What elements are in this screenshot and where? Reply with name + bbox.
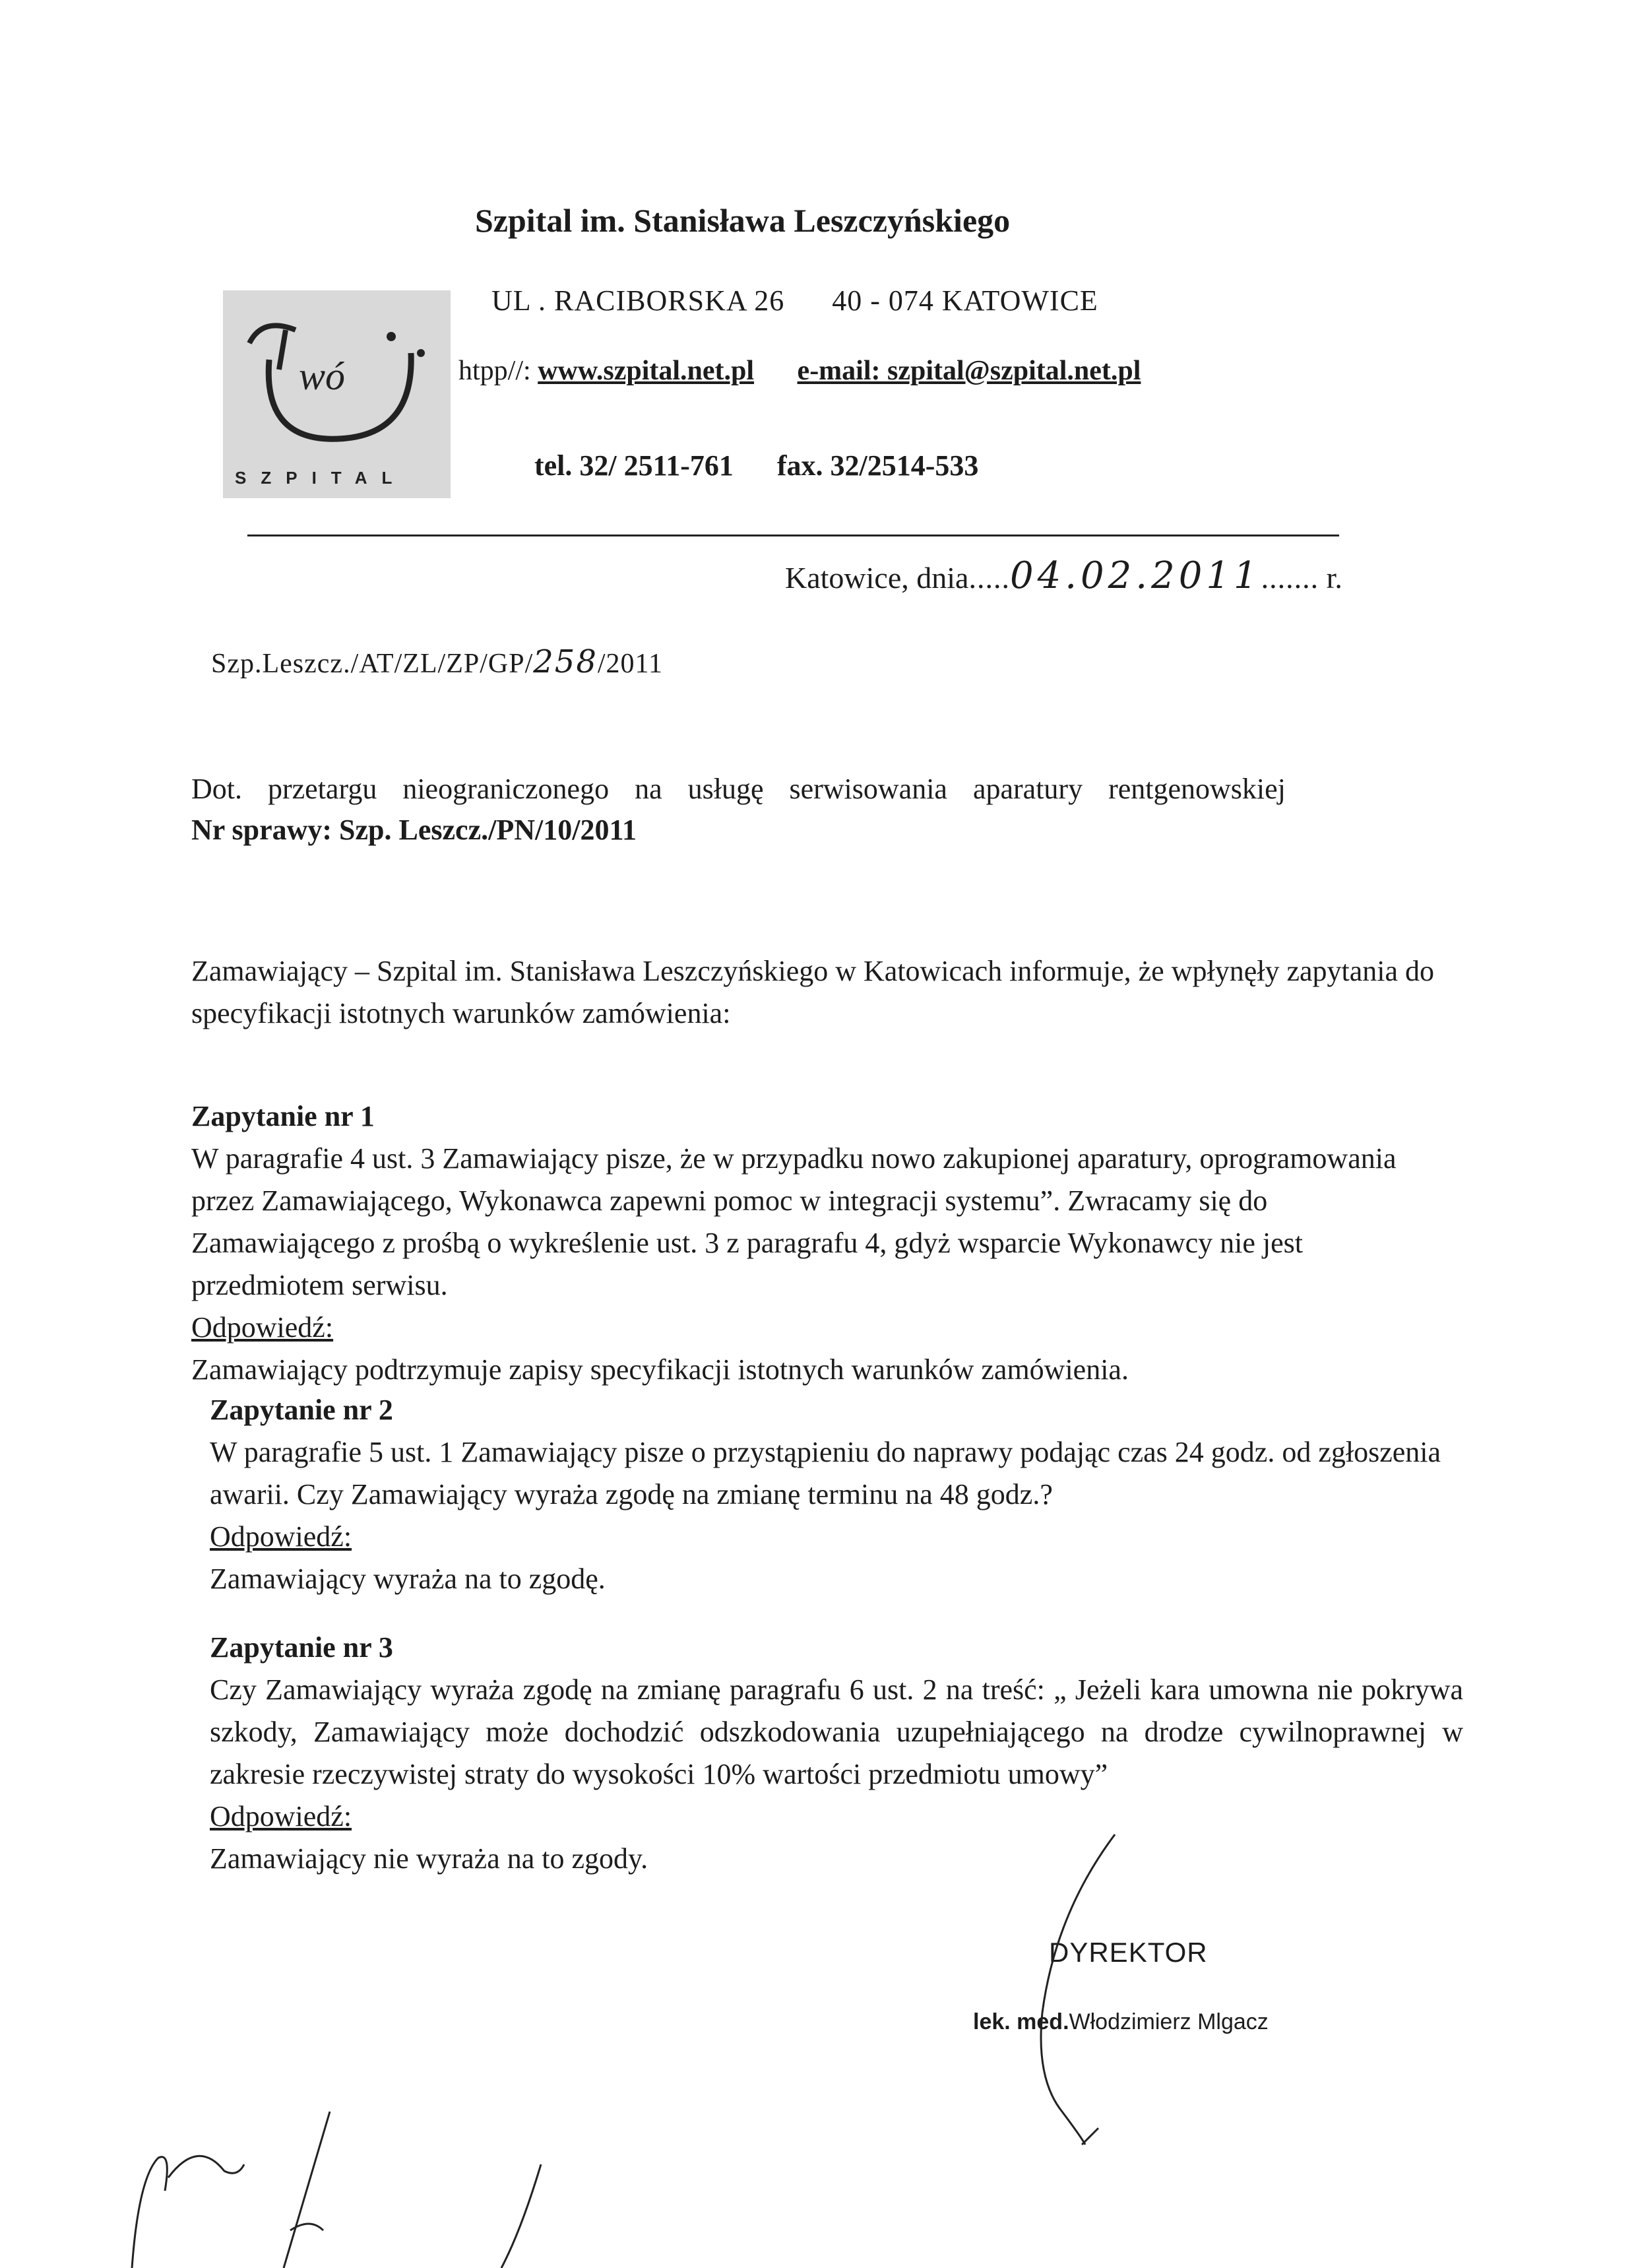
case-number: Nr sprawy: Szp. Leszcz./PN/10/2011 <box>191 814 637 846</box>
question-text: W paragrafie 5 ust. 1 Zamawiający pisze o przystąpieniu do naprawy podając czas 24 godz. od zgłoszenia awarii. Czy Zamawiający wyraża zgodę na zmianę terminu na 48 godz.? <box>210 1436 1441 1510</box>
date-suffix: r. <box>1326 561 1342 595</box>
telephone: tel. 32/ 2511-761 <box>534 449 734 482</box>
fax: fax. 32/2514-533 <box>776 449 979 482</box>
handwritten-date: 04.02.2011 <box>1009 554 1261 597</box>
answer-label: Odpowiedź: <box>210 1800 352 1832</box>
question-text: Czy Zamawiający wyraża zgodę na zmianę paragrafu 6 ust. 2 na treść: „ Jeżeli kara umowna nie pokrywa szkody, Zamawiający może dochodzić odszkodowania uzupełniającego na drodze cywilnoprawnej w zakresie rzeczywistej straty do wysokości 10% wartości przedmiotu umowy” <box>210 1673 1463 1790</box>
signature-person: Włodzimierz Mlgacz <box>1069 2009 1269 2034</box>
answer-label: Odpowiedź: <box>210 1520 352 1553</box>
answer-label: Odpowiedź: <box>191 1311 334 1344</box>
reference-suffix: /2011 <box>597 649 664 679</box>
svg-text:wó: wó <box>299 354 346 398</box>
question-title: Zapytanie nr 3 <box>210 1631 393 1664</box>
intro-paragraph: Zamawiający – Szpital im. Stanisława Leszczyńskiego w Katowicach informuje, że wpłynęły zapytania do specyfikacji istotnych warunków zamówienia: <box>191 955 1435 1029</box>
date-line: Katowice, dnia.....04.02.2011....... r. <box>785 554 1342 597</box>
web-prefix: htpp//: <box>458 356 531 386</box>
question-text: W paragrafie 4 ust. 3 Zamawiający pisze, że w przypadku nowo zakupionej aparatury, oprogramowania przez Zamawiającego, Wykonawca zapewni pomoc w integracji systemu”. Zwracamy się do Zamawiającego z prośbą o wykreślenie ust. 3 z paragrafu 4, gdyż wsparcie Wykonawcy nie jest przedmiotem serwisu. <box>191 1142 1397 1301</box>
logo-label: SZPITAL <box>235 468 407 488</box>
question-title: Zapytanie nr 2 <box>210 1394 393 1426</box>
subject-line: Dot. przetargu nieograniczonego na usługę serwisowania aparatury rentgenowskiej <box>191 773 1286 805</box>
answer-text: Zamawiający podtrzymuje zapisy specyfikacji istotnych warunków zamówienia. <box>191 1353 1129 1386</box>
city-address: 40 - 074 KATOWICE <box>832 284 1098 317</box>
handwritten-reference: 258 <box>533 643 598 680</box>
hospital-name: Szpital im. Stanisława Leszczyńskiego <box>475 202 1011 239</box>
signature-prefix: lek. med. <box>973 2009 1069 2034</box>
signature-title: DYREKTOR <box>1049 1937 1208 1968</box>
answer-text: Zamawiający nie wyraża na to zgody. <box>210 1842 648 1875</box>
reference-prefix: Szp.Leszcz./AT/ZL/ZP/GP/ <box>211 649 534 679</box>
date-prefix: Katowice, dnia <box>785 561 969 595</box>
street-address: UL . RACIBORSKA 26 <box>491 284 785 317</box>
website-link[interactable]: www.szpital.net.pl <box>538 356 755 386</box>
question-title: Zapytanie nr 1 <box>191 1100 375 1132</box>
answer-text: Zamawiający wyraża na to zgodę. <box>210 1563 606 1595</box>
email-link[interactable]: e-mail: szpital@szpital.net.pl <box>797 356 1141 386</box>
